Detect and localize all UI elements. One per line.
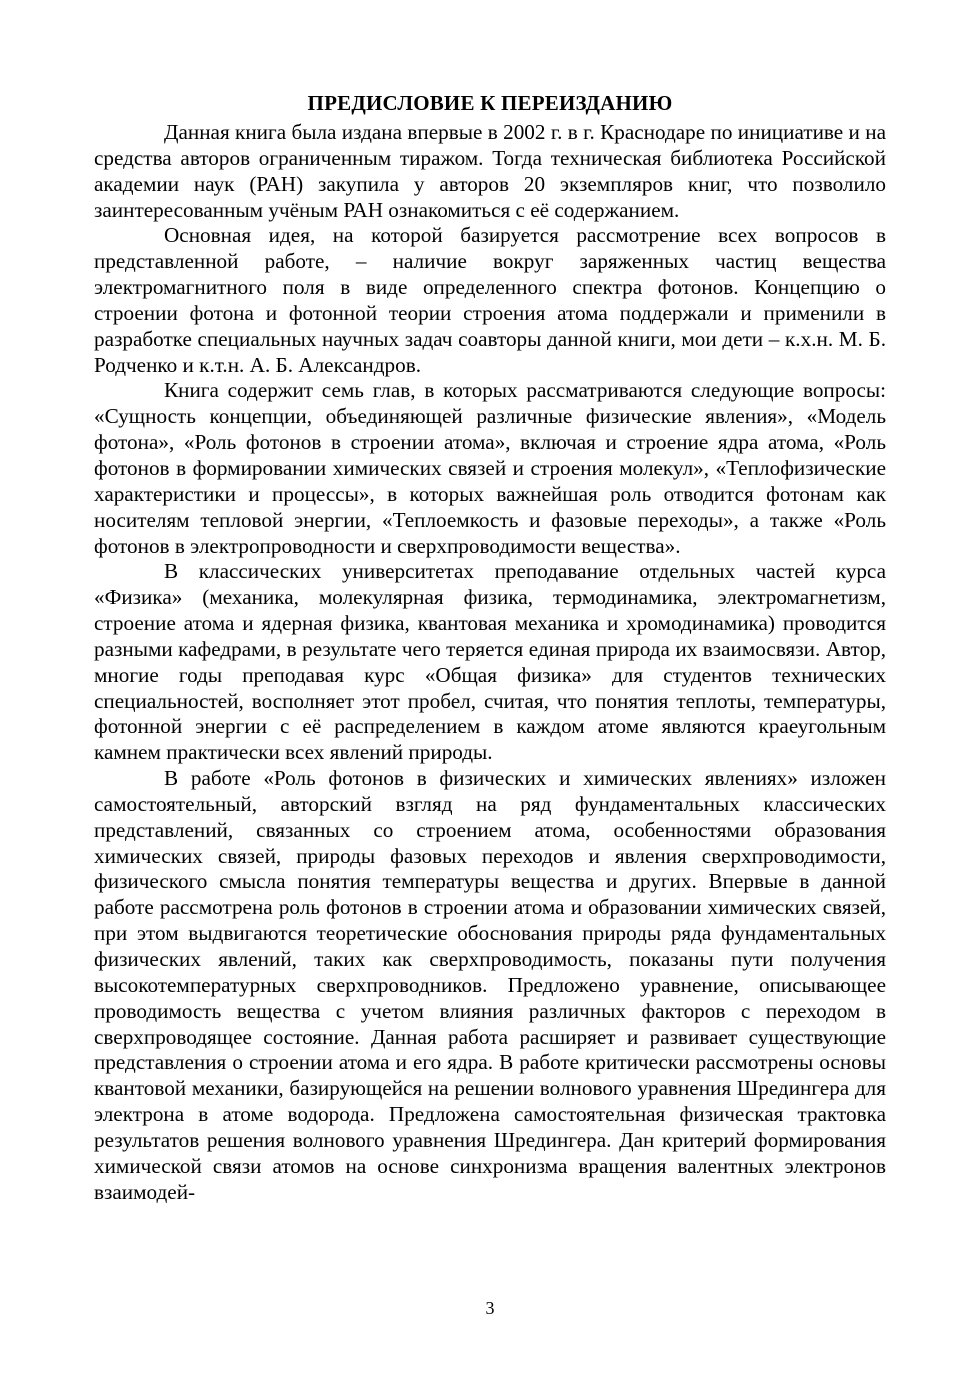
paragraph-1: Данная книга была издана впервые в 2002 г. в г. Краснодаре по инициативе и на средства авторов ограниченным тиражом. Тогда техническая библиотека Российской академии наук (РАН) закупила у авторов 20 экземпляров книг, что позволило заинтересованным учёным РАН ознакомиться с её содержанием. [94, 120, 886, 222]
paragraph-3: Книга содержит семь глав, в которых рассматриваются следующие вопросы: «Сущность концепции, объединяющей различные физические явления», «Модель фотона», «Роль фотонов в строении атома», включая и строение ядра атома, «Роль фотонов в формировании химических связей и строения молекул», «Теплофизические характеристики и процессы», в которых важнейшая роль отводится фотонам как носителям тепловой энергии, «Теплоемкость и фазовые переходы», а также «Роль фотонов в электропроводности и сверхпроводимости вещества». [94, 378, 886, 558]
page-body [94, 88, 886, 1205]
page-title: ПРЕДИСЛОВИЕ К ПЕРЕИЗДАНИЮ [307, 91, 673, 115]
paragraph-5: В работе «Роль фотонов в физических и химических явлениях» изложен самостоятельный, авторский взгляд на ряд фундаментальных классических представлений, связанных со строением атома, особенностями образования химических связей, природы фазовых переходов и явления сверхпроводимости, физического смысла понятия температуры вещества и других. Впервые в данной работе рассмотрена роль фотонов в строении атома и образовании химических связей, при этом выдвигаются теоретические обоснования природы ряда фундаментальных физических явлений, таких как сверхпроводимость, показаны пути получения высокотемпературных сверхпроводников. Предложено уравнение, описывающее проводимость вещества с учетом влияния различных факторов с переходом в сверхпроводящее состояние. Данная работа расширяет и развивает существующие представления о строении атома и его ядра. В работе критически рассмотрены основы квантовой механики, базирующейся на решении волнового уравнения Шредингера для электрона в атоме водорода. Предложена самостоятельная физическая трактовка результатов решения волнового уравнения Шредингера. Дан критерий формирования химической связи атомов на основе синхронизма вращения валентных электронов взаимодей- [94, 766, 886, 1204]
page-number: 3 [485, 1298, 495, 1318]
paragraph-4: В классических университетах преподавание отдельных частей курса «Физика» (механика, молекулярная физика, термодинамика, электромагнетизм, строение атома и ядерная физика, квантовая механика и хромодинамика) проводится разными кафедрами, в результате чего теряется единая природа их взаимосвязи. Автор, многие годы преподавая курс «Общая физика» для студентов технических специальностей, восполняет этот пробел, считая, что понятия теплоты, температуры, фотонной энергии с её распределением в каждом атоме являются краеугольным камнем практически всех явлений природы. [94, 559, 886, 765]
paragraph-2: Основная идея, на которой базируется рассмотрение всех вопросов в представленной работе, – наличие вокруг заряженных частиц вещества электромагнитного поля в виде определенного спектра фотонов. Концепцию о строении фотона и фотонной теории строения атома поддержали и применили в разработке специальных научных задач соавторы данной книги, мои дети – к.х.н. М. Б. Родченко и к.т.н. А. Б. Александров. [94, 223, 886, 377]
